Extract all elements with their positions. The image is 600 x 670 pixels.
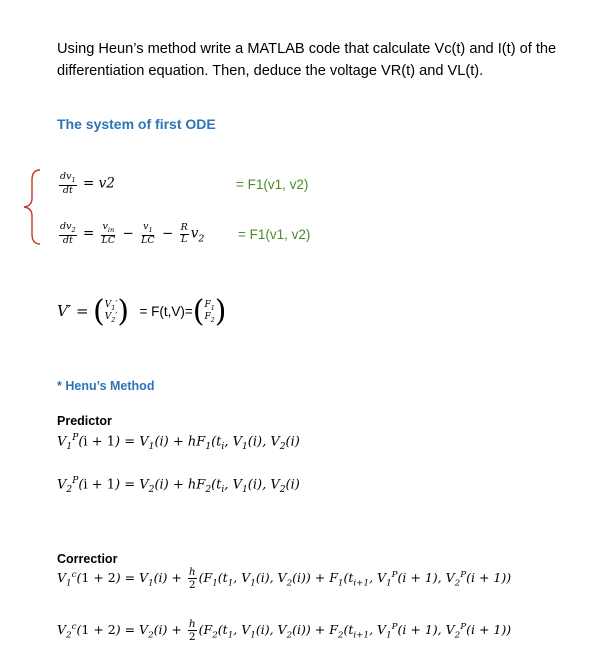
predictor-eq-2: $V_2^P(i + 1) = V_2(i) + hF_2(t_i$, $V_1(i)$, $V_2(i)$ <box>57 476 300 495</box>
ode-1: $\frac{dv_1}{dt}$ = v2 <box>60 171 115 196</box>
predictor-title: Predictor <box>57 414 112 428</box>
intro-text: Using Heun’s method write a MATLAB code that calculate Vc(t) and I(t) of the differentiation equation. Then, deduce the voltage VR(t) and VL(t). <box>57 41 557 79</box>
ode-2: $\frac{dv_2}{dt}$ = $\frac{v_{in}}{LC}$ − $\frac{v_1}{LC}$ − $\frac{R}{L}$ $v_2$ <box>60 221 205 246</box>
section-heading: The system of first ODE <box>57 116 216 132</box>
corrector-eq-2: $V_2^c(1 + 2) = V_2(i)$ + $\frac{h}{2}$ ($F_2(t_1$, $V_1(i)$, $V_2(i)) + F_2(t_{i+1}$, $V_1^P(i + 1)$, $V_2^P(i + 1)$) <box>57 618 512 644</box>
ode-1-label: = F1(v1, v2) <box>236 177 309 192</box>
predictor-eq-1: $V_1^P(i + 1) = V_1(i) + hF_1(t_i$, $V_1(i)$, $V_2(i)$ <box>57 433 300 452</box>
vector-form: V′ = ( $V_1'$ $V_2'$ ) = F(t,V)=( $F_1$ $F_2$ ) <box>57 294 227 329</box>
brace-icon <box>18 168 44 246</box>
corrector-eq-1: $V_1^c(1 + 2) = V_1(i)$ + $\frac{h}{2}$ ($F_1(t_1$, $V_1(i)$, $V_2(i)) + F_1(t_{i+1}$, $V_1^P(i + 1)$, $V_2^P(i + 1)$) <box>57 566 512 592</box>
ode-2-label: = F1(v1, v2) <box>238 227 311 242</box>
method-title: * Henu’s Method <box>57 379 155 393</box>
corrector-title: Correctior <box>57 552 118 566</box>
